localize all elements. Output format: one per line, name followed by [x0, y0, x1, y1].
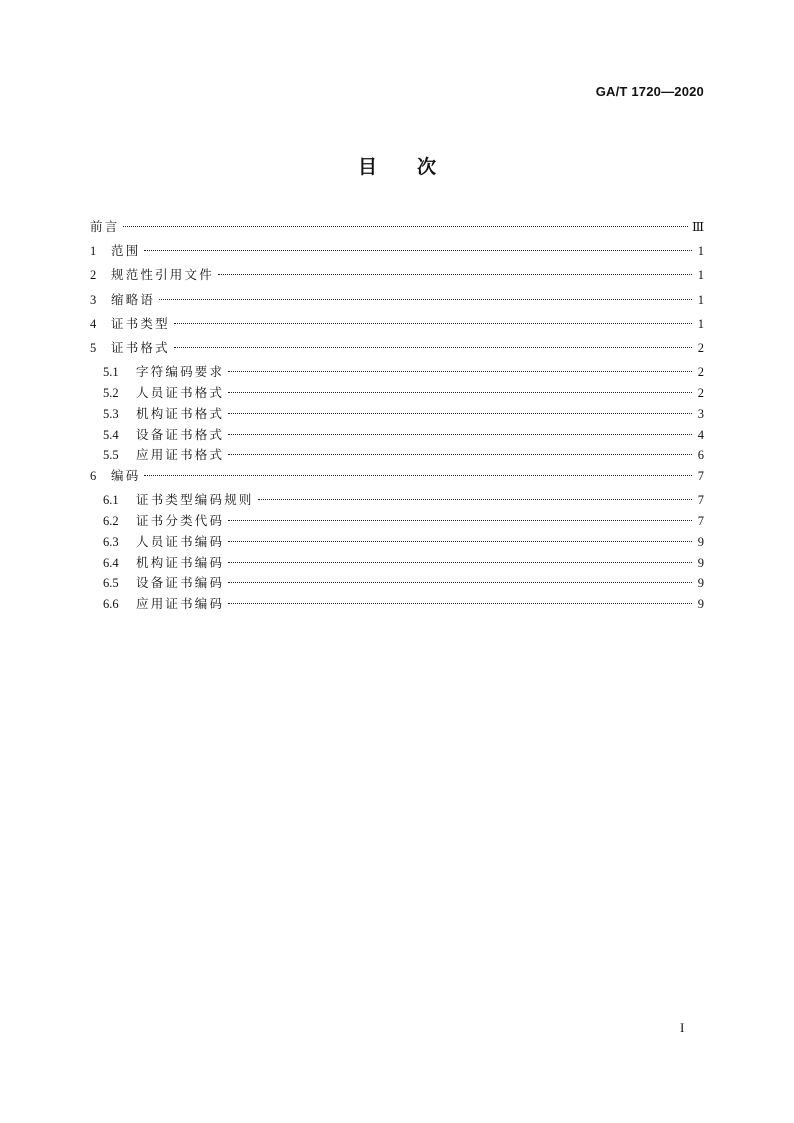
toc-entry-number: 5.3 [103, 406, 119, 421]
toc-entry-number: 5.4 [103, 427, 119, 442]
toc-entry-page: 9 [697, 534, 704, 549]
toc-entry-label: 字符编码要求 [136, 364, 225, 380]
toc-entry-6-2[interactable] [90, 511, 704, 532]
toc-entry-5-1[interactable] [90, 362, 704, 383]
toc-entry-6[interactable] [90, 466, 704, 490]
dot-leader [159, 299, 692, 300]
toc-entry-6-1[interactable] [90, 490, 704, 511]
toc-entry-label: 人员证书编码 [136, 533, 225, 549]
toc-entry-page: 1 [697, 244, 704, 259]
toc-entry-page: 7 [697, 493, 704, 508]
toc-entry-label: 编码 [111, 468, 141, 484]
toc-entry-2[interactable] [90, 265, 704, 289]
dot-leader [258, 499, 692, 500]
toc-entry-number: 6 [90, 469, 97, 484]
toc-entry-number: 5 [90, 340, 97, 355]
toc-entry-page: 1 [697, 292, 704, 307]
toc-entry-number: 6.6 [103, 597, 119, 612]
toc-entry-number: 4 [90, 316, 97, 331]
toc-entry-number: 2 [90, 268, 97, 283]
table-of-contents [90, 217, 704, 615]
toc-entry-foreword[interactable] [90, 217, 704, 241]
toc-entry-number: 6.4 [103, 555, 119, 570]
dot-leader [218, 274, 692, 275]
toc-entry-5-2[interactable] [90, 383, 704, 404]
dot-leader [144, 250, 692, 251]
dot-leader [228, 603, 692, 604]
toc-entry-6-3[interactable] [90, 532, 704, 553]
dot-leader [144, 475, 692, 476]
toc-entry-page: 3 [697, 406, 704, 421]
dot-leader [228, 392, 692, 393]
toc-entry-label: 缩略语 [111, 291, 156, 307]
toc-entry-number: 5.1 [103, 365, 119, 380]
toc-entry-page: 1 [697, 268, 704, 283]
toc-entry-number: 6.5 [103, 576, 119, 591]
dot-leader [228, 541, 692, 542]
dot-leader [174, 323, 692, 324]
toc-entry-1[interactable] [90, 241, 704, 265]
dot-leader [228, 582, 692, 583]
toc-entry-5-4[interactable] [90, 425, 704, 446]
toc-entry-label: 前言 [90, 219, 120, 234]
toc-entry-label: 范围 [111, 243, 141, 259]
toc-entry-label: 机构证书格式 [136, 405, 225, 421]
page-number: I [680, 1020, 685, 1035]
toc-entry-page: 1 [697, 316, 704, 331]
toc-entry-label: 机构证书编码 [136, 554, 225, 570]
toc-entry-5-5[interactable] [90, 445, 704, 466]
dot-leader [228, 434, 692, 435]
document-code: GA/T 1720—2020 [595, 84, 704, 99]
toc-entry-page: Ⅲ [691, 220, 704, 234]
toc-entry-page: 2 [697, 385, 704, 400]
toc-entry-label: 证书类型编码规则 [136, 492, 254, 508]
toc-entry-5-3[interactable] [90, 404, 704, 425]
toc-entry-label: 设备证书编码 [136, 575, 225, 591]
toc-entry-6-5[interactable] [90, 573, 704, 594]
dot-leader [123, 226, 688, 227]
toc-entry-6-6[interactable] [90, 594, 704, 615]
toc-entry-page: 2 [697, 340, 704, 355]
toc-entry-number: 6.1 [103, 493, 119, 508]
toc-entry-6-4[interactable] [90, 553, 704, 574]
toc-entry-page: 2 [697, 365, 704, 380]
toc-entry-number: 1 [90, 244, 97, 259]
toc-entry-page: 4 [697, 427, 704, 442]
toc-entry-number: 6.2 [103, 514, 119, 529]
toc-title: 目次 [357, 156, 476, 178]
toc-entry-label: 应用证书格式 [136, 447, 225, 463]
dot-leader [228, 413, 692, 414]
toc-entry-3[interactable] [90, 290, 704, 314]
toc-entry-label: 证书类型 [111, 315, 170, 331]
toc-entry-number: 3 [90, 292, 97, 307]
toc-entry-page: 9 [697, 597, 704, 612]
toc-entry-page: 9 [697, 555, 704, 570]
toc-entry-page: 6 [697, 448, 704, 463]
dot-leader [228, 562, 692, 563]
toc-entry-page: 9 [697, 576, 704, 591]
toc-entry-label: 设备证书格式 [136, 426, 225, 442]
toc-entry-5[interactable] [90, 338, 704, 362]
dot-leader [174, 347, 692, 348]
toc-entry-4[interactable] [90, 314, 704, 338]
toc-entry-number: 5.2 [103, 385, 119, 400]
dot-leader [228, 371, 692, 372]
toc-entry-label: 规范性引用文件 [111, 267, 214, 283]
toc-entry-page: 7 [697, 514, 704, 529]
toc-entry-label: 应用证书编码 [136, 596, 225, 612]
toc-entry-page: 7 [697, 469, 704, 484]
toc-entry-label: 证书格式 [111, 339, 170, 355]
dot-leader [228, 520, 692, 521]
toc-entry-number: 6.3 [103, 534, 119, 549]
toc-entry-label: 人员证书格式 [136, 384, 225, 400]
dot-leader [228, 454, 692, 455]
toc-entry-label: 证书分类代码 [136, 513, 225, 529]
toc-entry-number: 5.5 [103, 448, 119, 463]
